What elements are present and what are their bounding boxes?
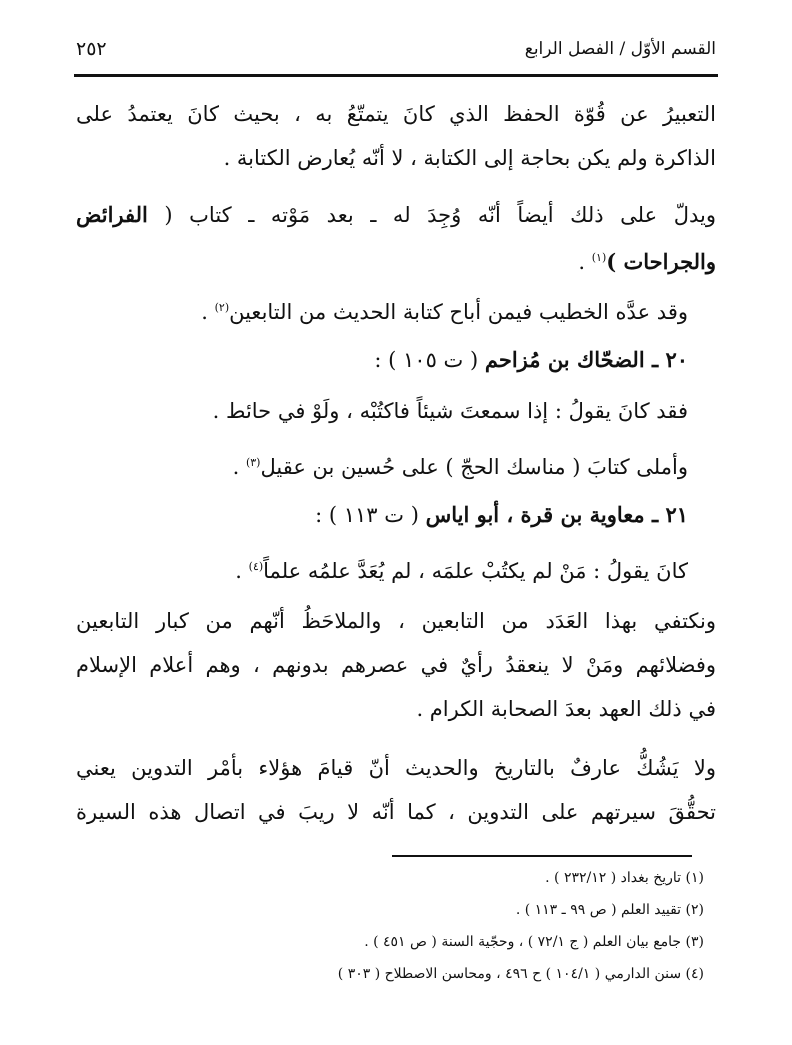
body-line-15: تحقُّقَ سيرتهم على التدوين ، كما أنّه لا ريبَ في اتصال هذه السيرة — [76, 800, 716, 824]
page-number: ٢٥٢ — [76, 38, 107, 60]
body-line-8 — [76, 445, 716, 485]
body-line-4-end: . — [578, 250, 592, 274]
footnote-ref-1[interactable]: (١) — [591, 251, 607, 264]
page-header — [76, 32, 716, 66]
footnote-4: (٤) سنن الدارمي ( ١٠٤/١ ) ح ٤٩٦ ، ومحاسن الاصطلاح ( ٣٠٣ ) — [337, 966, 704, 982]
header-rule — [74, 74, 718, 77]
body-line-5-text: وقد عدَّه الخطيب فيمن أباح كتابة الحديث من التابعين — [229, 300, 688, 324]
body-line-4 — [76, 240, 716, 280]
heading-21-name: ٢١ ـ معاوية بن قرة ، أبو اياس — [425, 502, 688, 527]
footnote-ref-4[interactable]: (٤) — [248, 560, 264, 573]
heading-21-date: ( ت ١١٣ ) : — [315, 503, 426, 527]
body-line-10-end: . — [235, 559, 249, 583]
body-line-7: فقد كانَ يقولُ : إذا سمعتَ شيئاً فاكتُبْه ، ولَوْ في حائط . — [212, 399, 688, 423]
body-line-2: الذاكرة ولم يكن بحاجة إلى الكتابة ، لا أنّه يُعارض الكتابة . — [223, 146, 716, 170]
footnote-separator — [392, 855, 692, 857]
body-line-10 — [76, 549, 716, 589]
body-line-8-text: وأملى كتابَ ( مناسك الحجّ ) على حُسين بن عقيل — [260, 455, 688, 479]
heading-20-date: ( ت ١٠٥ ) : — [374, 348, 485, 372]
body-line-8-end: . — [232, 455, 246, 479]
body-line-5-end: . — [201, 300, 215, 324]
book-title-jarahat: والجراحات ) — [606, 249, 716, 274]
footnote-1: (١) تاريخ بغداد ( ٢٣٢/١٢ ) . — [545, 870, 704, 886]
section-heading-20 — [76, 342, 716, 378]
footnote-3: (٣) جامع بيان العلم ( ج ٧٢/١ ) ، وحجّية السنة ( ص ٤٥١ ) . — [364, 934, 704, 950]
body-line-1: التعبيرُ عن قُوّة الحفظ الذي كانَ يتمتّعُ به ، بحيث كانَ يعتمدُ على — [76, 102, 716, 126]
footnote-2: (٢) تقييد العلم ( ص ٩٩ ـ ١١٣ ) . — [515, 902, 704, 918]
section-heading-21 — [76, 497, 716, 533]
book-title-faraid: الفرائض — [76, 202, 148, 227]
footnote-ref-2[interactable]: (٢) — [214, 301, 230, 314]
body-line-14: ولا يَشُكُّ عارفٌ بالتاريخ والحديث أنّ قيامَ هؤلاء بأمْر التدوين يعني — [76, 756, 716, 780]
body-line-11: ونكتفي بهذا العَدَد من التابعين ، والملاحَظُ أنّهم من كبار التابعين — [76, 609, 716, 633]
body-line-3 — [76, 197, 716, 233]
body-line-10-text: كانَ يقولُ : مَنْ لم يكتُبْ علمَه ، لم يُعَدَّ علمُه علماً — [263, 559, 688, 583]
body-line-3-text: ويدلّ على ذلك أيضاً أنّه وُجِدَ له ـ بعد مَوْته ـ كتاب ( — [164, 203, 716, 227]
body-line-5 — [76, 290, 716, 330]
footnote-ref-3[interactable]: (٣) — [245, 456, 261, 469]
body-line-13: في ذلك العهد بعدَ الصحابة الكرام . — [416, 697, 716, 721]
heading-20-name: ٢٠ ـ الضحّاك بن مُزاحم — [484, 347, 688, 372]
running-title: القسم الأوّل / الفصل الرابع — [524, 39, 716, 59]
body-line-12: وفضلائهم ومَنْ لا ينعقدُ رأيٌ في عصرهم بدونهم ، وهم أعلام الإسلام — [76, 653, 716, 677]
